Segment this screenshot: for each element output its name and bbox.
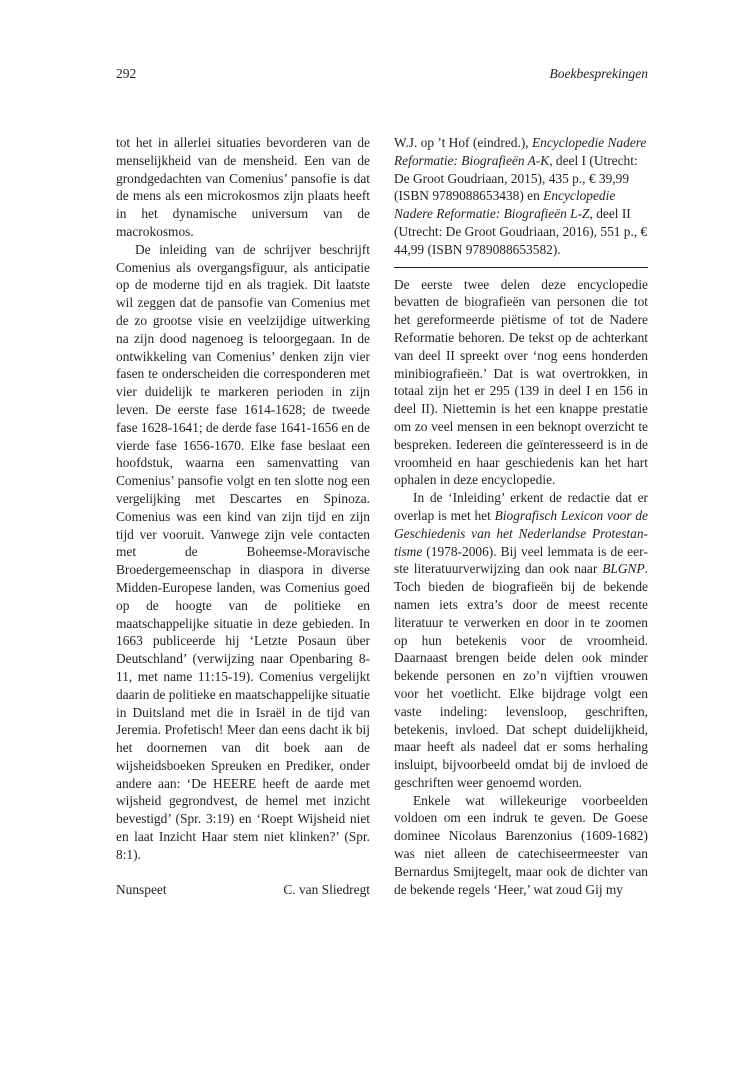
p2-abbreviation: BLGNP [602,561,645,577]
p2-text-b: (1978-2006). Bij veel lemmata is de eerste literatuurverwijzing dan ook naar [394,543,648,577]
book-bibliographic-entry [394,134,648,259]
p2-text-a: In de ‘Inleiding’ erkent de redactie dat er overlap is met het [394,490,648,523]
right-paragraph-2 [394,489,648,792]
left-column [116,134,370,898]
p2-lexicon-title: Biografisch Lexicon voor de Geschiedenis van het Nederlandse Protestantisme [394,507,648,559]
section-divider [394,267,648,268]
review-signature [116,881,370,899]
right-paragraph-1: De eerste twee delen deze encyclopedie bevatten de biografieën van personen die tot het gereformeerde piëtisme of tot de Nadere Reformatie behoren. De tekst op de achterkant van deel II spreekt over ‘nog eens honderden minibiografieën.’ Dat is wat overtrokken, in totaal zijn het er 295 (139 in deel I en 156 in deel II). Niettemin is het een knappe prestatie om zo veel mensen in een beknopt overzicht te bespreken. Iedereen die geïnteresseerd is in de vroomheid en haar geschiedenis kan het hart ophalen in deze encyclopedie. [394,276,648,488]
signature-place: Nunspeet [116,881,167,897]
running-header-section-title: Boekbesprekingen [549,66,648,81]
bib-details-volume-1: , deel I (Utrecht: De Groot Goudriaan, 2015), 435 p., € 39,99 (ISBN 9789088653438) en [394,152,638,204]
bib-details-volume-2: , deel II (Utrecht: De Groot Goudriaan, 2016), 551 p., € 44,99 (ISBN 9789088653582). [394,206,648,257]
page-number: 292 [116,66,137,81]
right-column [394,134,648,898]
p2-text-c: . Toch bieden de biografieën bij de bekende namen iets extra’s door de meest recente literatuur te verwerken en door in te zoomen op hun betekenis voor de vroomheid. Daarnaast brengen beide delen ook minder bekende personen en zo’n vijftien vrouwen voor het voetlicht. Elke bijdrage volgt een vaste indeling: levensloop, geschriften, betekenis, invloed. Dat schept duidelijkheid, maar heeft als nadeel dat er soms herhaling insluipt, bijvoorbeeld omdat bij de invloed de geschriften weer genoemd worden. [394,561,648,790]
right-paragraph-3: Enkele wat willekeurige voorbeelden voldoen om een indruk te geven. De Goese dominee Nicolaus Barenzonius (1609-1682) was niet alleen de catechiseermeester van Bernardus Smijtegelt, maar ook de dichter van de bekende regels ‘Heer,’ wat zoud Gij my [394,792,648,897]
left-paragraph-2: De inleiding van de schrijver beschrijft Comenius als overgangsfiguur, als anticipatie op de moderne tijd en als tragiek. Dit laatste wil zeggen dat de pansofie van Comenius met de zo grootse visie en veelzijdige uitwerking na zijn dood nagenoeg is teloorgegaan. In de ontwikkeling van Comenius’ denken zijn vier fasen te onderscheiden die corresponderen met vier duidelijk te markeren perioden in zijn leven. De eerste fase 1614-1628; de tweede fase 1628-1641; de derde fase 1641-1656 en de vierde fase 1656-1670. Elke fase beslaat een hoofdstuk, waarna een samenvatting van Comenius’ pansofie volgt en ten slotte nog een vergelijking met Descartes en Spinoza. Comenius was een kind van zijn tijd en zijn tijd ver vooruit. Vanwege zijn vele contacten met de Boheemse-Moravische Broedergemeenschap in diaspora in diverse Midden-Europese landen, was Comenius goed op de hoogte van de politieke en maatschappelijke situatie in deze gebieden. In 1663 publiceerde hij ‘Letzte Posaun über Deutschland’ (verwijzing naar Openbaring 8-11, met name 11:15-19). Comenius vergelijkt daarin de politieke en maatschappelijke situatie in Duitsland met die in Israël in de tijd van Jeremia. Profetisch! Meer dan eens dacht ik bij het doornemen van dit boek aan de wijsheidsboeken Spreuken en Prediker, onder andere aan: ‘De HEERE heeft de aarde met wijsheid gegrondvest, de hemel met inzicht bevestigd’ (Spr. 3:19) en ‘Roept Wijsheid niet en laat Inzicht Haar stem niet klinken?’ (Spr. 8:1). [116,241,370,862]
bib-editors: W.J. op ’t Hof (eindred.), [394,135,532,150]
bib-title-volume-2: Encyclopedie Nadere Reformatie: Biografieën L-Z [394,188,616,222]
signature-author: C. van Sliedregt [283,881,370,897]
left-paragraph-1: tot het in allerlei situaties bevorderen van de menselijkheid van de mensheid. Een van de grondgedachten van Comenius’ pansofie is dat de mens als een microkosmos zijn plaats heeft in het dynamische universum van de macrokosmos. [116,135,370,239]
bib-title-volume-1: Encyclopedie Nadere Reformatie: Biografieën A-K [394,135,647,168]
